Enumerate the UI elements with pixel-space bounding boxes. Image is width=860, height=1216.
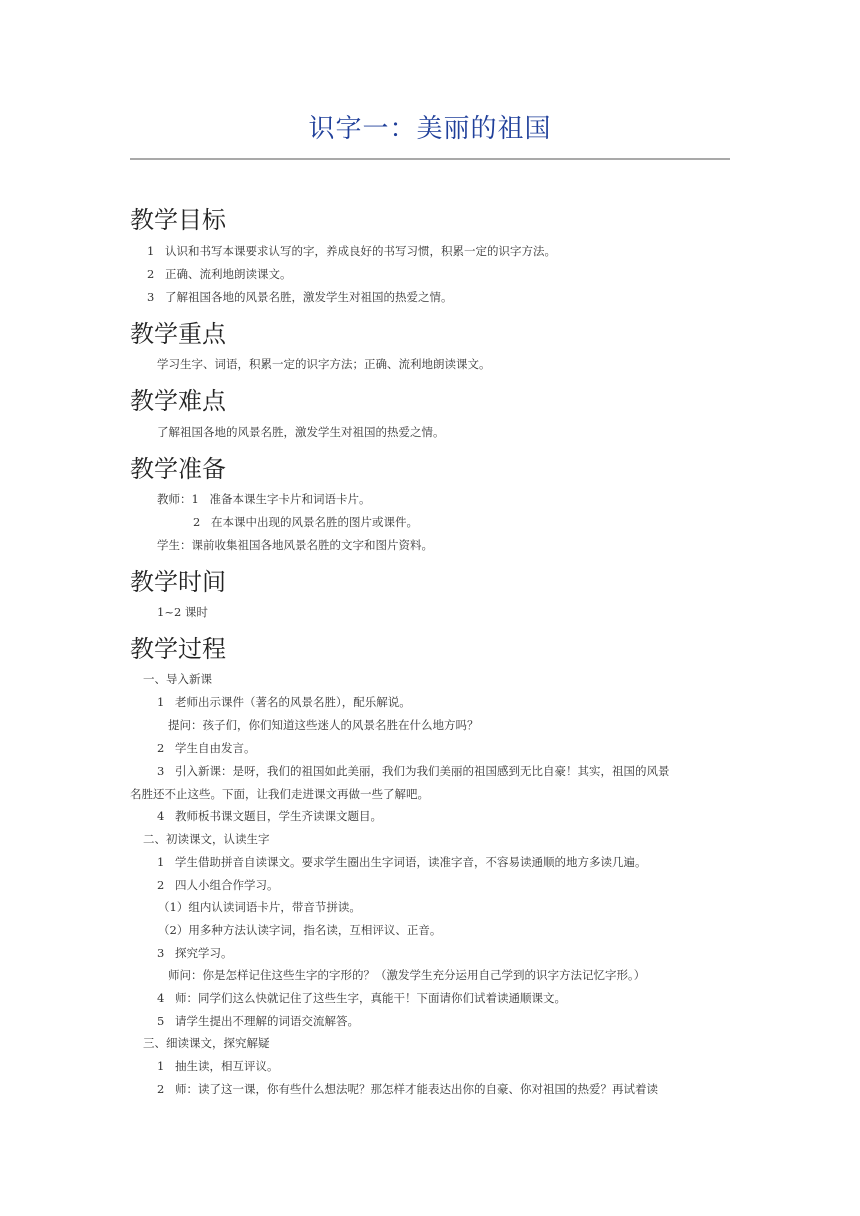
- process-item: 名胜还不止这些。下面，让我们走进课文再做一些了解吧。: [130, 787, 429, 801]
- section-heading-process: 教学过程: [130, 635, 226, 663]
- process-item: 4 教师板书课文题目，学生齐读课文题目。: [157, 809, 382, 823]
- process-item: 1 抽生读，相互评议。: [157, 1059, 279, 1073]
- page-title: 识字一：美丽的祖国: [308, 114, 552, 144]
- prep-teacher-item: 教师：1 准备本课生字卡片和词语卡片。: [157, 492, 371, 506]
- section-heading-goals: 教学目标: [130, 206, 226, 234]
- section-heading-difficulty: 教学难点: [130, 387, 226, 415]
- prep-student: 学生：课前收集祖国各地风景名胜的文字和图片资料。: [157, 538, 433, 552]
- section-heading-key: 教学重点: [130, 320, 226, 348]
- difficulty-text: 了解祖国各地的风景名胜，激发学生对祖国的热爱之情。: [157, 425, 445, 439]
- section-heading-prep: 教学准备: [130, 455, 226, 483]
- process-subitem: （2）用多种方法认读字词，指名读，互相评议、正音。: [158, 923, 442, 937]
- process-item: 3 引入新课：是呀，我们的祖国如此美丽，我们为我们美丽的祖国感到无比自豪！其实，祖国的风景: [157, 764, 670, 778]
- process-item: 3 探究学习。: [157, 946, 233, 960]
- process-item: 师问：你是怎样记住这些生字的字形的？（激发学生充分运用自己学到的识字方法记忆字形。）: [168, 968, 646, 982]
- time-text: 1~2 课时: [157, 605, 208, 619]
- goal-item: 1 认识和书写本课要求认写的字，养成良好的书写习惯，积累一定的识字方法。: [147, 244, 556, 258]
- process-subitem: （1）组内认读词语卡片，带音节拼读。: [158, 900, 361, 914]
- process-item: 1 老师出示课件（著名的风景名胜），配乐解说。: [157, 695, 411, 709]
- process-item: 2 学生自由发言。: [157, 741, 256, 755]
- process-part-title: 二、初读课文，认读生字: [143, 832, 270, 846]
- process-item: 4 师：同学们这么快就记住了这些生字，真能干！下面请你们试着读通顺课文。: [157, 991, 566, 1005]
- process-part-title: 三、细读课文，探究解疑: [143, 1036, 270, 1050]
- prep-teacher-item: 2 在本课中出现的风景名胜的图片或课件。: [193, 515, 418, 529]
- process-item: 提问：孩子们，你们知道这些迷人的风景名胜在什么地方吗？: [168, 718, 479, 732]
- section-heading-time: 教学时间: [130, 568, 226, 596]
- goal-item: 3 了解祖国各地的风景名胜，激发学生对祖国的热爱之情。: [147, 290, 453, 304]
- process-part-title: 一、导入新课: [143, 672, 212, 686]
- goal-item: 2 正确、流利地朗读课文。: [147, 267, 292, 281]
- key-text: 学习生字、词语，积累一定的识字方法；正确、流利地朗读课文。: [157, 357, 491, 371]
- process-item: 5 请学生提出不理解的词语交流解答。: [157, 1014, 359, 1028]
- process-item: 1 学生借助拼音自读课文。要求学生圈出生字词语，读准字音，不容易读通顺的地方多读几遍。: [157, 855, 647, 869]
- process-item: 2 四人小组合作学习。: [157, 878, 279, 892]
- title-divider: [130, 158, 730, 160]
- process-item: 2 师：读了这一课，你有些什么想法呢？那怎样才能表达出你的自豪、你对祖国的热爱？再试着读: [157, 1082, 658, 1096]
